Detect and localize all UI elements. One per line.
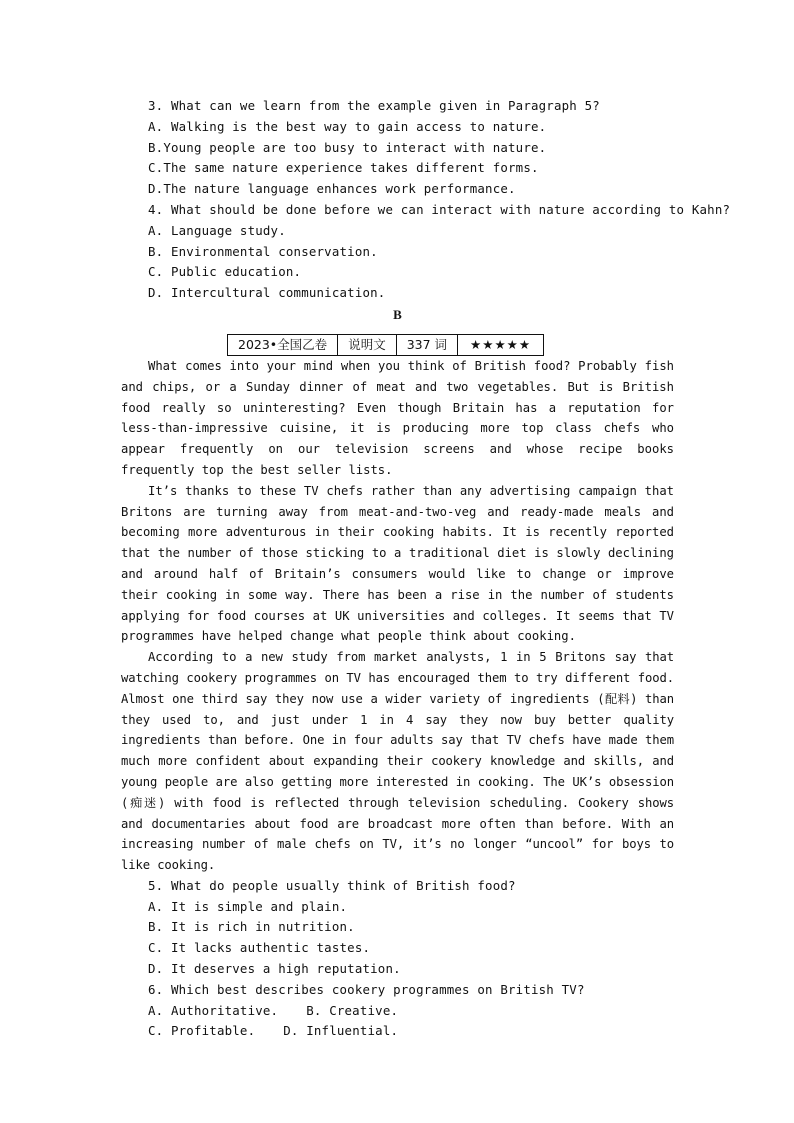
question-6: 6. Which best describes cookery programmes on British TV? — [148, 981, 585, 997]
option-4a: A. Language study. — [148, 222, 286, 238]
question-5: 5. What do people usually think of British food? — [148, 877, 516, 893]
option-6a: A. Authoritative. — [148, 1002, 279, 1018]
option-5d: D. It deserves a high reputation. — [148, 961, 401, 977]
option-3a: A. Walking is the best way to gain access to nature. — [148, 118, 547, 134]
option-6b: B. Creative. — [306, 1002, 399, 1018]
options-6-row-2 — [121, 1021, 674, 1042]
option-4d: D. Intercultural communication. — [148, 285, 386, 301]
document-page — [121, 96, 731, 1042]
question-4: 4. What should be done before we can interact with nature according to Kahn? — [148, 201, 731, 217]
question-3: 3. What can we learn from the example given in Paragraph 5? — [148, 98, 600, 113]
option-6d: D. Influential. — [283, 1023, 399, 1039]
info-difficulty-stars: ★★★★★ — [458, 334, 544, 355]
option-5a: A. It is simple and plain. — [148, 898, 348, 914]
option-3b: B.Young people are too busy to interact with nature. — [148, 139, 547, 155]
option-5c: C. It lacks authentic tastes. — [148, 940, 371, 956]
option-3d: D.The nature language enhances work performance. — [148, 181, 516, 197]
options-6-row-1 — [121, 1001, 674, 1022]
option-4c: C. Public education. — [148, 264, 302, 280]
passage-paragraph-2: It’s thanks to these TV chefs rather than any advertising campaign that Britons are turning away from meat-and-two-veg and ready-made meals and becoming more adventurous in their cooking habits. It is recently reported that the number of those sticking to a traditional diet is slowly declining and around half of Britain’s consumers would like to change or improve their cooking in some way. There has been a rise in the number of students applying for food courses at UK universities and colleges. It seems that TV programmes have helped change what people think about cooking. — [121, 483, 674, 644]
option-6c: C. Profitable. — [148, 1023, 256, 1039]
passage-info-table — [227, 334, 544, 356]
info-word-count: 337 词 — [396, 334, 457, 355]
passage-paragraph-1: What comes into your mind when you think of British food? Probably fish and chips, or a Sunday dinner of meat and two vegetables. But is British food really so uninteresting? Even though Britain has a reputation for less-than-impressive cuisine, it is producing more top class chefs who appear frequently on our television screens and whose recipe books frequently top the best seller lists. — [121, 358, 674, 477]
question-block-part-b — [121, 876, 674, 1042]
option-4b: B. Environmental conservation. — [148, 243, 378, 259]
info-genre: 说明文 — [338, 334, 397, 355]
passage-paragraph-3: According to a new study from market analysts, 1 in 5 Britons say that watching cookery programmes on TV has encouraged them to try different food. Almost one third say they now use a wider variety of ingredients (配料) than they used to, and just under 1 in 4 say they now buy better quality ingredients than before. One in four adults say that TV chefs have made them much more confident about expanding their cookery knowledge and skills, and young people are also getting more interested in cooking. The UK’s obsession (痴迷) with food is reflected through television scheduling. Cookery shows and documentaries about food are broadcast more often than before. With an increasing number of male chefs on TV, it’s no longer “uncool” for boys to like cooking. — [121, 650, 674, 873]
section-heading: B — [393, 306, 402, 322]
info-source: 2023•全国乙卷 — [228, 334, 338, 355]
passage — [121, 356, 674, 876]
option-3c: C.The same nature experience takes different forms. — [148, 160, 539, 176]
question-block-part-a — [121, 96, 731, 304]
option-5b: B. It is rich in nutrition. — [148, 919, 355, 935]
